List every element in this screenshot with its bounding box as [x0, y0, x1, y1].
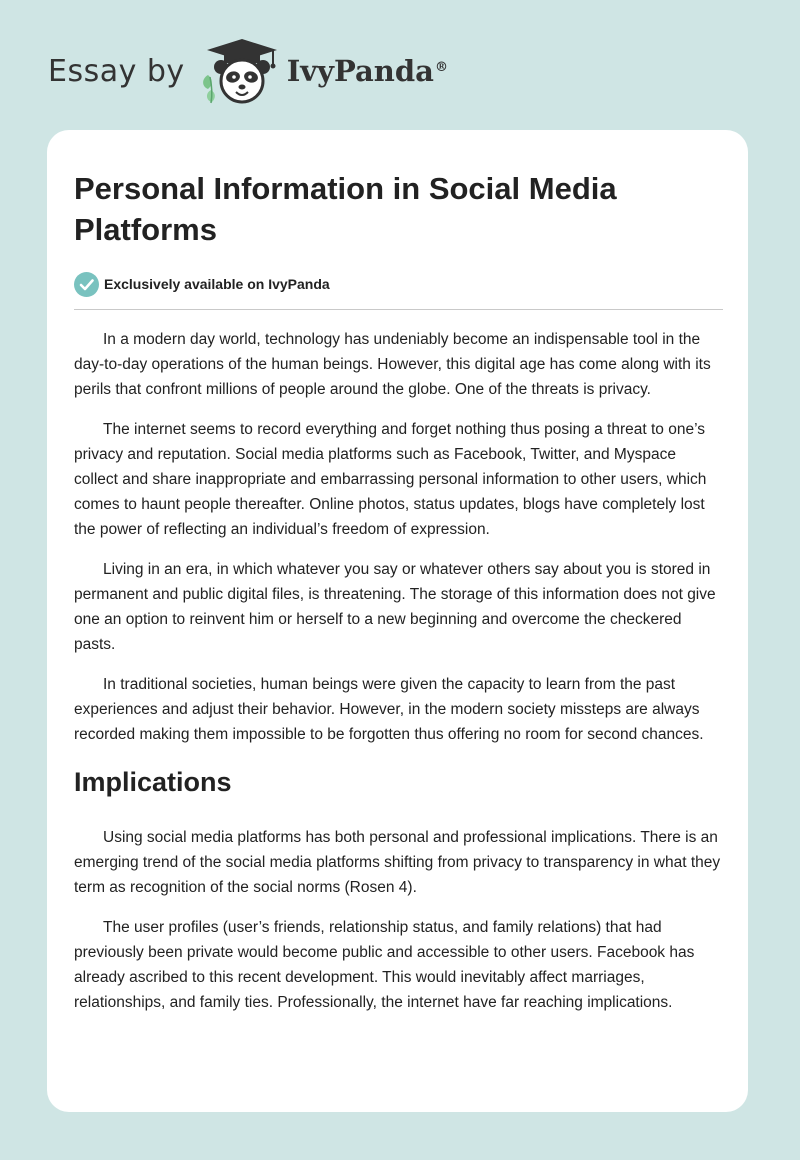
section-heading: Implications: [74, 767, 232, 797]
check-circle-icon: [74, 272, 99, 297]
paragraph: In traditional societies, human beings were given the capacity to learn from the past experiences and adjust their behavior. However, in the modern society missteps are always recorded making them impossible to be forgotten thus offering no room for second chances.: [74, 676, 704, 743]
paragraph: In a modern day world, technology has undeniably become an indispensable tool in the day-to-day operations of the human beings. However, this digital age has come along with its perils that confront millions of people around the globe. One of the threats is privacy.: [74, 331, 711, 398]
site-header: [48, 36, 448, 106]
exclusive-badge: [74, 270, 721, 298]
registered-mark: ®: [434, 60, 448, 75]
paragraph: Living in an era, in which whatever you say or whatever others say about you is stored in permanent and public digital files, is threatening. The storage of this information does not give one an option to reinvent him or herself to a new beginning and overcome the checkered pasts.: [74, 561, 716, 653]
paragraph: The internet seems to record everything and forget nothing thus posing a threat to one’s privacy and reputation. Social media platforms such as Facebook, Twitter, and Myspace collect and share inappropriate and embarrassing personal information to other users, which comes to haunt people thereafter. Online photos, status updates, blogs have completely lost the power of reflecting an individual’s freedom of expression.: [74, 421, 707, 538]
brand-text: IvyPanda: [286, 54, 434, 88]
essay-by-label: Essay by: [48, 53, 185, 89]
paragraph: Using social media platforms has both personal and professional implications. There is an emerging trend of the social media platforms shifting from privacy to transparency in what they term as recognition of the social norms (Rosen 4).: [74, 829, 721, 896]
page-title: Personal Information in Social Media Platforms: [74, 171, 617, 247]
paragraph: The user profiles (user’s friends, relationship status, and family relations) that had previously been private would become public and accessible to other users. Facebook has already ascribed to this recent development. This would inevitably affect marriages, relationships, and family ties. Professionally, the internet have far reaching implications.: [74, 919, 695, 1011]
essay-card: [47, 130, 748, 1112]
divider: [74, 309, 723, 310]
panda-graduate-icon[interactable]: [199, 35, 285, 107]
exclusive-badge-label: Exclusively available on IvyPanda: [104, 276, 330, 292]
essay-body: [74, 327, 723, 1015]
brand-name[interactable]: [287, 54, 448, 88]
